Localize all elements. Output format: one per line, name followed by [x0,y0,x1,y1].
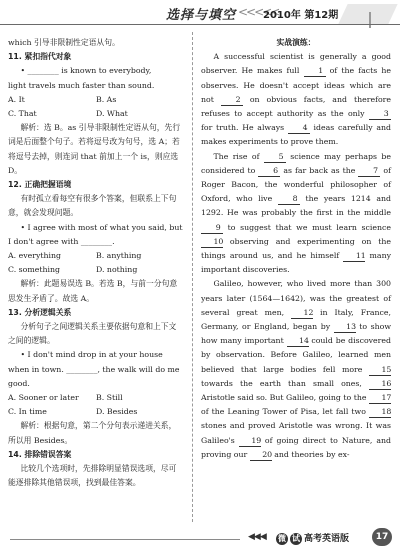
footer-text: 高考英语版 [304,534,350,544]
blank-15[interactable]: 15 [369,364,391,376]
option-c: C. something [8,265,61,275]
intro-line: which 引导非限制性定语从句。 [8,38,120,47]
s11-options-row2 [8,107,184,121]
s13-analysis: 解析：根据句意，第二个分句表示递进关系，所以用 Besides。 [8,421,177,445]
option-c: C. In time [8,407,47,417]
s13-options-row1 [8,391,184,405]
blank-9[interactable]: 9 [201,222,223,234]
header-arrows: <<<<< [238,5,279,19]
header-rule [0,24,400,25]
s12-intro: 有时孤立看每空有很多个答案，但联系上下句意，就会发现问题。 [8,194,177,218]
left-column [8,36,184,491]
blank-10[interactable]: 10 [201,236,223,248]
footer-badge-2: 试 [292,534,300,543]
blank-20[interactable]: 20 [250,449,272,461]
series-title: 选择与填空 [166,8,237,23]
blank-2[interactable]: 2 [221,94,243,106]
s12-question: • I agree with most of what you said, but I don't agree with ________. [8,222,183,246]
blank-13[interactable]: 13 [334,321,356,333]
right-column [201,36,391,462]
s12-analysis: 解析：此题易误选 B。若选 B，与前一分句意思发生矛盾了。故选 A。 [8,279,178,303]
s12-options-row2 [8,263,184,277]
blank-19[interactable]: 19 [239,435,261,447]
option-a: A. It [8,94,25,104]
blank-12[interactable]: 12 [291,307,313,319]
s11-question-line2: light travels much faster than sound. [8,80,155,90]
option-d: D. nothing [96,265,138,275]
blank-7[interactable]: 7 [358,165,380,177]
blank-14[interactable]: 14 [287,335,309,347]
footer-badge-1: 微 [278,534,286,543]
blank-1[interactable]: 1 [304,65,326,77]
blank-17[interactable]: 17 [369,392,391,404]
blank-3[interactable]: 3 [369,108,391,120]
footer-arrows: ◀◀◀ [248,532,266,542]
paragraph-1: A successful scientist is generally a good observer. He makes full 1 of the facts he observes. He doesn't accept ideas which are not 2 on obvious facts, and therefore refuses to accept authority as the only 3 for truth. He always 4 ideas carefully and makes experiments to prove them. [201,52,391,147]
blank-16[interactable]: 16 [369,378,391,390]
column-divider [192,32,193,522]
paragraph-2: The rise of 5 science may perhaps be considered to 6 as far back as the 7 of Roger Bacon, the wonderful philosopher of Oxford, who live 8 the years 1214 and 1292. He was probably the first in the middle 9 to suggest that we must learn science 10 observing and experimenting on the things around us, and he himself 11 many important discoveries. [201,151,392,275]
issue-label: 2010年 第12期 [263,10,339,21]
s13-intro: 分析句子之间逻辑关系主要依据句意和上下文之间的逻辑。 [8,322,177,346]
option-b: B. As [96,94,117,104]
section-11-title: 11. 紧扣指代对象 [8,52,72,62]
option-c: C. That [8,109,37,119]
option-d: D. What [96,109,128,119]
blank-11[interactable]: 11 [343,250,365,262]
blank-4[interactable]: 4 [288,122,310,134]
option-a: A. everything [8,251,62,261]
s11-options-row1 [8,93,184,107]
blank-5[interactable]: 5 [264,151,286,163]
s11-analysis: 解析：选 B。as 引导非限制性定语从句，先行词是后面整个句子。若将逗号改为句号，选 A；若将逗号去掉，则连词 that 前加上一个 is，则应选 D。 [8,123,181,175]
blank-8[interactable]: 8 [278,193,300,205]
page-header [0,0,400,28]
option-b: B. anything [96,251,142,261]
section-13-title: 13. 分析逻辑关系 [8,307,72,317]
s11-question-line1: • ________ is known to everybody, [20,66,152,76]
option-d: D. Besides [96,407,138,417]
s13-question: • I don't mind drop in at your house when in town. ________, the walk will do me good. [8,350,180,388]
paragraph-3: Galileo, however, who lived more than 300 years later (1564—1642), was the greatest of several great men, 12 in Italy, France, Germany, or England, began by 13 to show how many important 14 could be discovered by observation. Before Galileo, learned men believed that large bodies fell more 15 towards the earth than small ones, 16 Aristotle said so. But Galileo, going to the 17 of the Leaning Tower of Pisa, let fall two 18 stones and proved Aristotle was wrong. It was Galileo's 19 of going direct to Nature, and proving our 20 and theories by ex- [201,279,392,459]
footer-rule [10,539,240,540]
footer-title [276,531,349,545]
s12-options-row1 [8,249,184,263]
section-12-title: 12. 正确把握语境 [8,180,72,190]
blank-18[interactable]: 18 [369,406,391,418]
option-b: B. Still [96,393,123,403]
s14-intro: 比较几个选项时，先排除明显错误选项，尽可能逐排除其他错误项，找到最佳答案。 [8,464,177,488]
page-footer [0,526,400,550]
page-number: 17 [372,528,392,546]
s13-options-row2 [8,405,184,419]
option-a: A. Sooner or later [8,393,79,403]
practice-title: 实战演练： [276,38,316,47]
blank-6[interactable]: 6 [258,165,280,177]
section-14-title: 14. 排除错误答案 [8,449,72,459]
